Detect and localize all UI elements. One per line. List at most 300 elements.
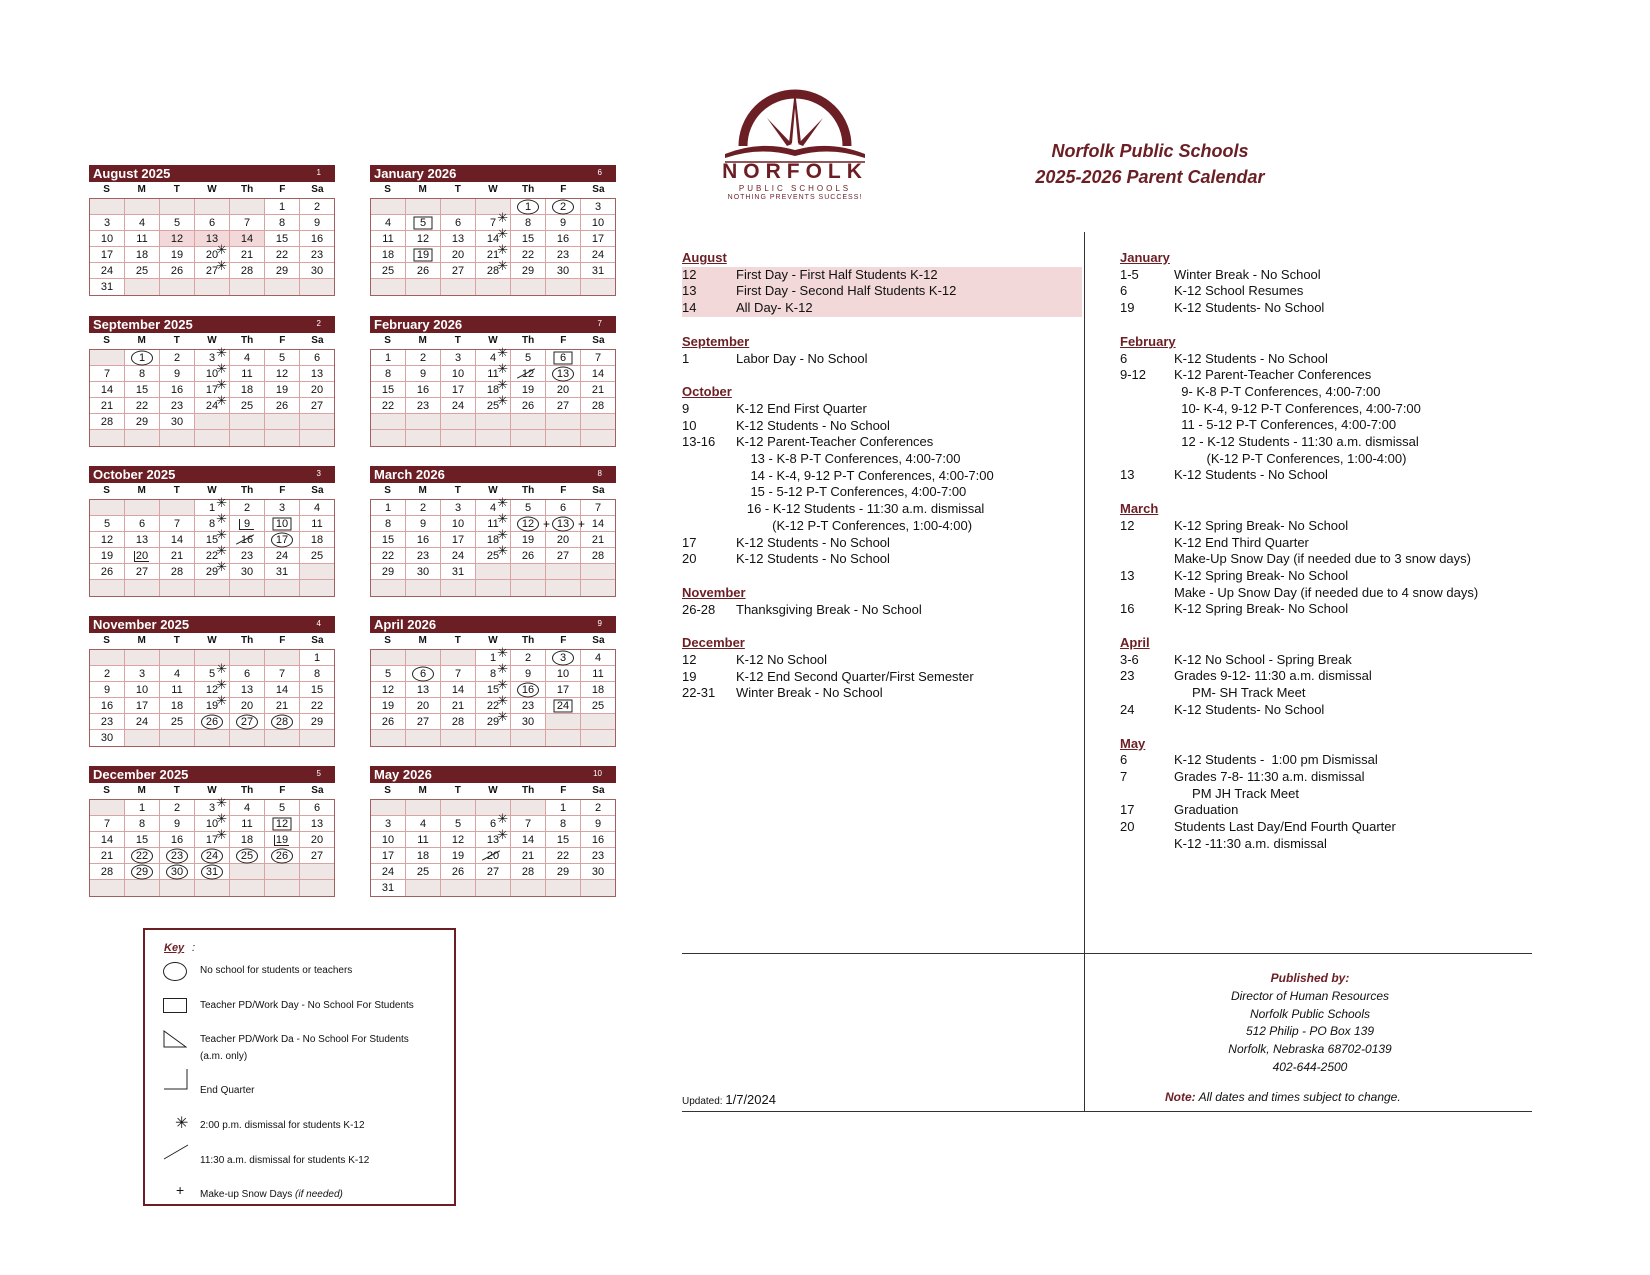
weekday-label: Th (522, 635, 535, 646)
day-number: 4 (594, 652, 602, 664)
week-row (90, 880, 334, 896)
day-number: 12 (275, 368, 289, 380)
empty-cell (581, 414, 615, 430)
day-cell (125, 231, 160, 247)
weekday-label: M (137, 485, 146, 496)
day-number: 28 (100, 416, 114, 428)
event-text: 14 - K-4, 9-12 P-T Conferences, 4:00-7:00 (736, 467, 994, 483)
day-number: 7 (594, 352, 602, 364)
day-number: 1 (313, 652, 321, 664)
day-cell (581, 832, 615, 848)
day-number: 1 (524, 201, 532, 213)
day-cell (300, 666, 334, 682)
empty-cell (300, 730, 334, 746)
week-row (371, 864, 615, 880)
day-cell (546, 650, 581, 666)
event-row (1120, 769, 1540, 786)
day-cell (441, 516, 476, 532)
week-row (371, 430, 615, 446)
day-cell (546, 516, 585, 532)
weekday-label: F (279, 785, 286, 796)
early-dismissal-asterisk-icon: ✳ (216, 543, 227, 558)
week-row (371, 199, 615, 215)
day-number: 20 (556, 384, 570, 396)
event-date: 13-16 (682, 434, 716, 450)
empty-cell (160, 430, 195, 446)
month-calendar (89, 316, 335, 447)
empty-cell (195, 730, 230, 746)
early-dismissal-asterisk-icon: ✳ (216, 393, 227, 408)
weekday-label: T (173, 184, 180, 195)
weekday-label: S (384, 184, 391, 195)
weekday-label: Sa (592, 485, 605, 496)
logo-tagline: NOTHING PREVENTS SUCCESS! (727, 194, 863, 201)
event-date (682, 484, 736, 501)
day-number: 12 (170, 233, 184, 245)
day-cell (511, 864, 546, 880)
event-row (682, 468, 1082, 485)
empty-cell (230, 414, 265, 430)
event-text: Grades 9-12- 11:30 a.m. dismissal (1174, 668, 1372, 684)
day-cell (125, 516, 160, 532)
day-number: 26 (205, 716, 219, 728)
day-cell (90, 714, 125, 730)
day-cell (195, 559, 230, 580)
note-text: All dates and times subject to change. (1198, 1090, 1401, 1104)
day-number: 25 (416, 866, 430, 878)
week-row (371, 377, 615, 398)
weekday-label: Sa (311, 635, 324, 646)
day-cell (265, 231, 300, 247)
day-number: 23 (416, 400, 430, 412)
day-number: 24 (205, 400, 219, 412)
weekday-label: W (488, 635, 498, 646)
day-number: 10 (381, 834, 395, 846)
day-number: 28 (100, 866, 114, 878)
key-title: Key (164, 942, 185, 954)
event-date (682, 451, 736, 468)
day-cell (511, 848, 546, 864)
early-dismissal-asterisk-icon: ✳ (497, 226, 508, 241)
day-cell (441, 816, 476, 832)
day-cell (160, 398, 195, 414)
week-row (90, 848, 334, 864)
empty-cell (230, 650, 265, 666)
day-number: 24 (275, 550, 289, 562)
published-line: 512 Philip - PO Box 139 (1245, 1024, 1375, 1039)
day-cell (546, 398, 581, 414)
day-number: 24 (451, 400, 465, 412)
day-cell (511, 650, 546, 666)
day-cell (300, 366, 334, 382)
day-cell (371, 864, 406, 880)
key-item: 2:00 p.m. dismissal for students K-12 (200, 1120, 365, 1131)
empty-cell (581, 880, 615, 896)
empty-cell (406, 414, 441, 430)
day-cell (441, 532, 476, 548)
day-cell (441, 215, 476, 231)
day-number: 13 (416, 684, 430, 696)
event-row (1120, 585, 1540, 602)
day-number: 4 (419, 818, 427, 830)
day-number: 25 (591, 700, 605, 712)
event-text: Grades 7-8- 11:30 a.m. dismissal (1174, 768, 1365, 784)
day-number: 12 (381, 684, 395, 696)
empty-cell (90, 350, 125, 366)
event-row (1120, 351, 1540, 368)
day-number: 12 (205, 684, 219, 696)
empty-cell (90, 430, 125, 446)
title-line-2: 2025-2026 Parent Calendar (1035, 167, 1265, 187)
day-number: 19 (451, 850, 465, 862)
event-row (1120, 467, 1540, 484)
day-number: 24 (381, 866, 395, 878)
event-date (1120, 551, 1174, 568)
day-number: 28 (521, 866, 535, 878)
event-date (1120, 384, 1174, 401)
weekday-label: M (137, 635, 146, 646)
day-grid (89, 198, 335, 296)
early-dismissal-asterisk-icon: ✳ (497, 677, 508, 692)
event-row (682, 501, 1082, 518)
weekday-label: Sa (311, 184, 324, 195)
event-text: 15 - 5-12 P-T Conferences, 4:00-7:00 (736, 484, 967, 500)
day-number: 28 (170, 566, 184, 578)
empty-cell (441, 414, 476, 430)
day-cell (546, 848, 581, 864)
empty-cell (441, 800, 476, 816)
day-number: 6 (313, 802, 321, 814)
weekday-header (370, 333, 616, 349)
week-row (90, 199, 334, 215)
day-number: 7 (173, 518, 181, 530)
event-text: Graduation (1174, 802, 1239, 818)
event-text: 9- K-8 P-T Conferences, 4:00-7:00 (1174, 383, 1381, 399)
day-number: 9 (313, 217, 321, 229)
day-number: 24 (556, 700, 570, 712)
day-number: 3 (103, 217, 111, 229)
empty-cell (90, 500, 125, 516)
day-number: 3 (454, 352, 462, 364)
empty-cell (125, 430, 160, 446)
day-number: 5 (419, 217, 427, 229)
early-dismissal-asterisk-icon: ✳ (497, 377, 508, 392)
weekday-label: M (137, 184, 146, 195)
weekday-label: S (103, 485, 110, 496)
month-number: 3 (316, 469, 321, 478)
event-text: (K-12 P-T Conferences, 1:00-4:00) (736, 517, 973, 533)
early-dismissal-asterisk-icon: ✳ (497, 661, 508, 676)
weekday-label: S (103, 635, 110, 646)
day-number: 24 (100, 265, 114, 277)
day-number: 11 (382, 233, 394, 245)
event-date: 17 (682, 534, 697, 550)
day-cell (300, 532, 334, 548)
day-number: 12 (275, 818, 289, 830)
day-cell (581, 682, 615, 698)
day-number: 20 (205, 249, 219, 261)
day-cell (125, 398, 160, 414)
day-number: 13 (310, 368, 324, 380)
day-cell (160, 832, 195, 848)
weekday-label: T (173, 785, 180, 796)
event-row (682, 551, 1082, 568)
day-cell (581, 350, 615, 366)
empty-cell (125, 500, 160, 516)
day-number: 29 (310, 716, 324, 728)
day-number: 8 (278, 217, 286, 229)
day-number: 25 (310, 550, 324, 562)
empty-cell (371, 199, 406, 215)
day-number: 13 (240, 684, 254, 696)
event-text: (K-12 P-T Conferences, 1:00-4:00) (1174, 450, 1407, 466)
day-cell (160, 263, 195, 279)
month-number: 7 (597, 319, 602, 328)
day-cell (265, 247, 300, 263)
event-row (682, 484, 1082, 501)
day-cell (265, 532, 300, 548)
event-text: All Day- K-12 (736, 300, 813, 316)
day-number: 5 (103, 518, 111, 530)
day-number: 19 (205, 700, 219, 712)
weekday-label: Th (522, 184, 535, 195)
day-cell (441, 548, 476, 564)
spacer (1120, 484, 1540, 501)
event-row (1120, 668, 1540, 685)
day-cell (406, 532, 441, 548)
weekday-label: Sa (311, 335, 324, 346)
day-cell (406, 500, 441, 516)
day-cell (546, 816, 581, 832)
day-number: 30 (170, 416, 184, 428)
day-cell (441, 848, 476, 864)
event-date: 13 (1120, 567, 1135, 583)
month-title: February 2026 (370, 316, 616, 333)
week-row (371, 393, 615, 414)
day-number: 21 (486, 249, 500, 261)
note-label: Note: (1165, 1090, 1196, 1104)
day-number: 12 (100, 534, 114, 546)
day-cell (441, 714, 476, 730)
empty-cell (230, 279, 265, 295)
day-cell (406, 231, 441, 247)
day-number: 22 (135, 400, 149, 412)
day-number: 3 (384, 818, 392, 830)
updated-stamp (682, 1092, 776, 1107)
day-number: 30 (310, 265, 324, 277)
day-number: 18 (240, 834, 254, 846)
day-cell (125, 666, 160, 682)
event-date: 12 (682, 652, 697, 668)
weekday-header (89, 333, 335, 349)
day-number: 1 (278, 201, 286, 213)
event-date: 20 (1120, 819, 1135, 835)
day-cell (406, 263, 441, 279)
empty-cell (160, 730, 195, 746)
day-number: 12 (451, 834, 465, 846)
day-cell (371, 714, 406, 730)
day-cell (581, 650, 615, 666)
day-number: 15 (135, 834, 149, 846)
event-row (682, 602, 1082, 619)
day-cell (90, 398, 125, 414)
day-cell (90, 532, 125, 548)
empty-cell (300, 580, 334, 596)
day-number: 22 (310, 700, 324, 712)
day-cell (195, 848, 230, 864)
week-row (90, 215, 334, 231)
day-cell (511, 350, 546, 366)
day-number: 15 (135, 384, 149, 396)
day-number: 25 (381, 265, 395, 277)
day-cell (476, 864, 511, 880)
day-number: 28 (275, 716, 289, 728)
key-item-text: Make-up Snow Days (200, 1189, 293, 1200)
day-number: 15 (521, 233, 535, 245)
day-cell (160, 215, 195, 231)
day-number: 1 (138, 802, 146, 814)
early-dismissal-asterisk-icon: ✳ (216, 527, 227, 542)
day-cell (371, 682, 406, 698)
empty-cell (160, 279, 195, 295)
early-dismissal-asterisk-icon: ✳ (497, 242, 508, 257)
day-number: 3 (278, 502, 286, 514)
day-grid (370, 495, 616, 597)
empty-cell (230, 864, 265, 880)
day-number: 11 (241, 818, 253, 830)
key-item: 11:30 a.m. dismissal for students K-12 (200, 1155, 370, 1166)
day-cell (125, 247, 160, 263)
day-cell (511, 500, 546, 516)
day-number: 31 (381, 882, 395, 894)
day-number: 10 (451, 368, 465, 380)
event-date: 10 (682, 417, 697, 433)
empty-cell (406, 800, 441, 816)
event-date: 19 (1120, 300, 1135, 316)
day-cell (511, 698, 546, 714)
day-number: 26 (521, 400, 535, 412)
day-cell (546, 548, 581, 564)
day-cell (546, 698, 581, 714)
day-cell (406, 864, 441, 880)
day-number: 5 (524, 352, 532, 364)
day-number: 15 (556, 834, 570, 846)
event-row (1120, 401, 1540, 418)
day-number: 10 (275, 518, 289, 530)
day-cell (546, 382, 581, 398)
day-cell (90, 247, 125, 263)
empty-cell (476, 564, 511, 580)
event-row (682, 418, 1082, 435)
spacer (682, 568, 1082, 585)
day-cell (125, 532, 160, 548)
week-row (90, 361, 334, 382)
day-number: 21 (240, 249, 254, 261)
day-cell (406, 816, 441, 832)
day-number: 5 (454, 818, 462, 830)
event-text: PM- SH Track Meet (1174, 685, 1306, 701)
week-row (371, 693, 615, 714)
day-number: 11 (417, 834, 429, 846)
event-text: Labor Day - No School (736, 350, 868, 366)
day-cell (406, 247, 441, 263)
day-cell (125, 350, 160, 366)
day-number: 14 (591, 368, 605, 380)
day-cell (441, 382, 476, 398)
empty-cell (441, 650, 476, 666)
week-row (90, 693, 334, 714)
day-number: 25 (170, 716, 184, 728)
empty-cell (160, 580, 195, 596)
day-number: 17 (451, 384, 465, 396)
day-number: 28 (591, 550, 605, 562)
event-date: 9 (682, 400, 690, 416)
event-row (1120, 384, 1540, 401)
weekday-header (370, 783, 616, 799)
empty-cell (371, 650, 406, 666)
spacer (1120, 317, 1540, 334)
day-cell (195, 393, 230, 414)
day-number: 11 (487, 368, 499, 380)
event-text: K-12 Students - No School (736, 534, 890, 550)
week-row (90, 650, 334, 666)
early-dismissal-asterisk-icon: ✳ (497, 495, 508, 510)
day-cell (546, 215, 581, 231)
day-number: 2 (419, 352, 427, 364)
event-row (682, 401, 1082, 418)
month-number: 5 (316, 769, 321, 778)
day-number: 20 (310, 384, 324, 396)
empty-cell (511, 880, 546, 896)
day-number: 21 (275, 700, 289, 712)
early-dismissal-asterisk-icon: ✳ (216, 795, 227, 810)
day-number: 12 (416, 233, 430, 245)
day-number: 10 (205, 818, 219, 830)
day-number: 7 (489, 217, 497, 229)
week-row (90, 661, 334, 682)
day-number: 29 (275, 265, 289, 277)
week-row (90, 730, 334, 746)
week-row (371, 226, 615, 247)
events-left-column (682, 250, 1082, 702)
day-cell (300, 398, 334, 414)
early-dismissal-asterisk-icon: ✳ (497, 645, 508, 660)
day-cell (511, 398, 546, 414)
slash-symbol-icon (163, 1144, 189, 1160)
day-number: 17 (275, 534, 289, 546)
day-number: 19 (275, 384, 289, 396)
event-row (1120, 518, 1540, 535)
day-cell (160, 247, 195, 263)
day-cell (441, 666, 476, 682)
day-number: 13 (310, 818, 324, 830)
empty-cell (581, 580, 615, 596)
day-number: 21 (170, 550, 184, 562)
day-number: 9 (419, 368, 427, 380)
event-row (1120, 802, 1540, 819)
weekday-label: T (454, 335, 461, 346)
early-dismissal-asterisk-icon: ✳ (497, 361, 508, 376)
day-cell (230, 247, 265, 263)
day-cell (546, 832, 581, 848)
day-cell (581, 382, 615, 398)
early-dismissal-asterisk-icon: ✳ (497, 210, 508, 225)
event-date (1120, 401, 1174, 418)
day-cell (371, 500, 406, 516)
day-number: 11 (487, 518, 499, 530)
day-cell (371, 816, 406, 832)
day-cell (125, 564, 160, 580)
